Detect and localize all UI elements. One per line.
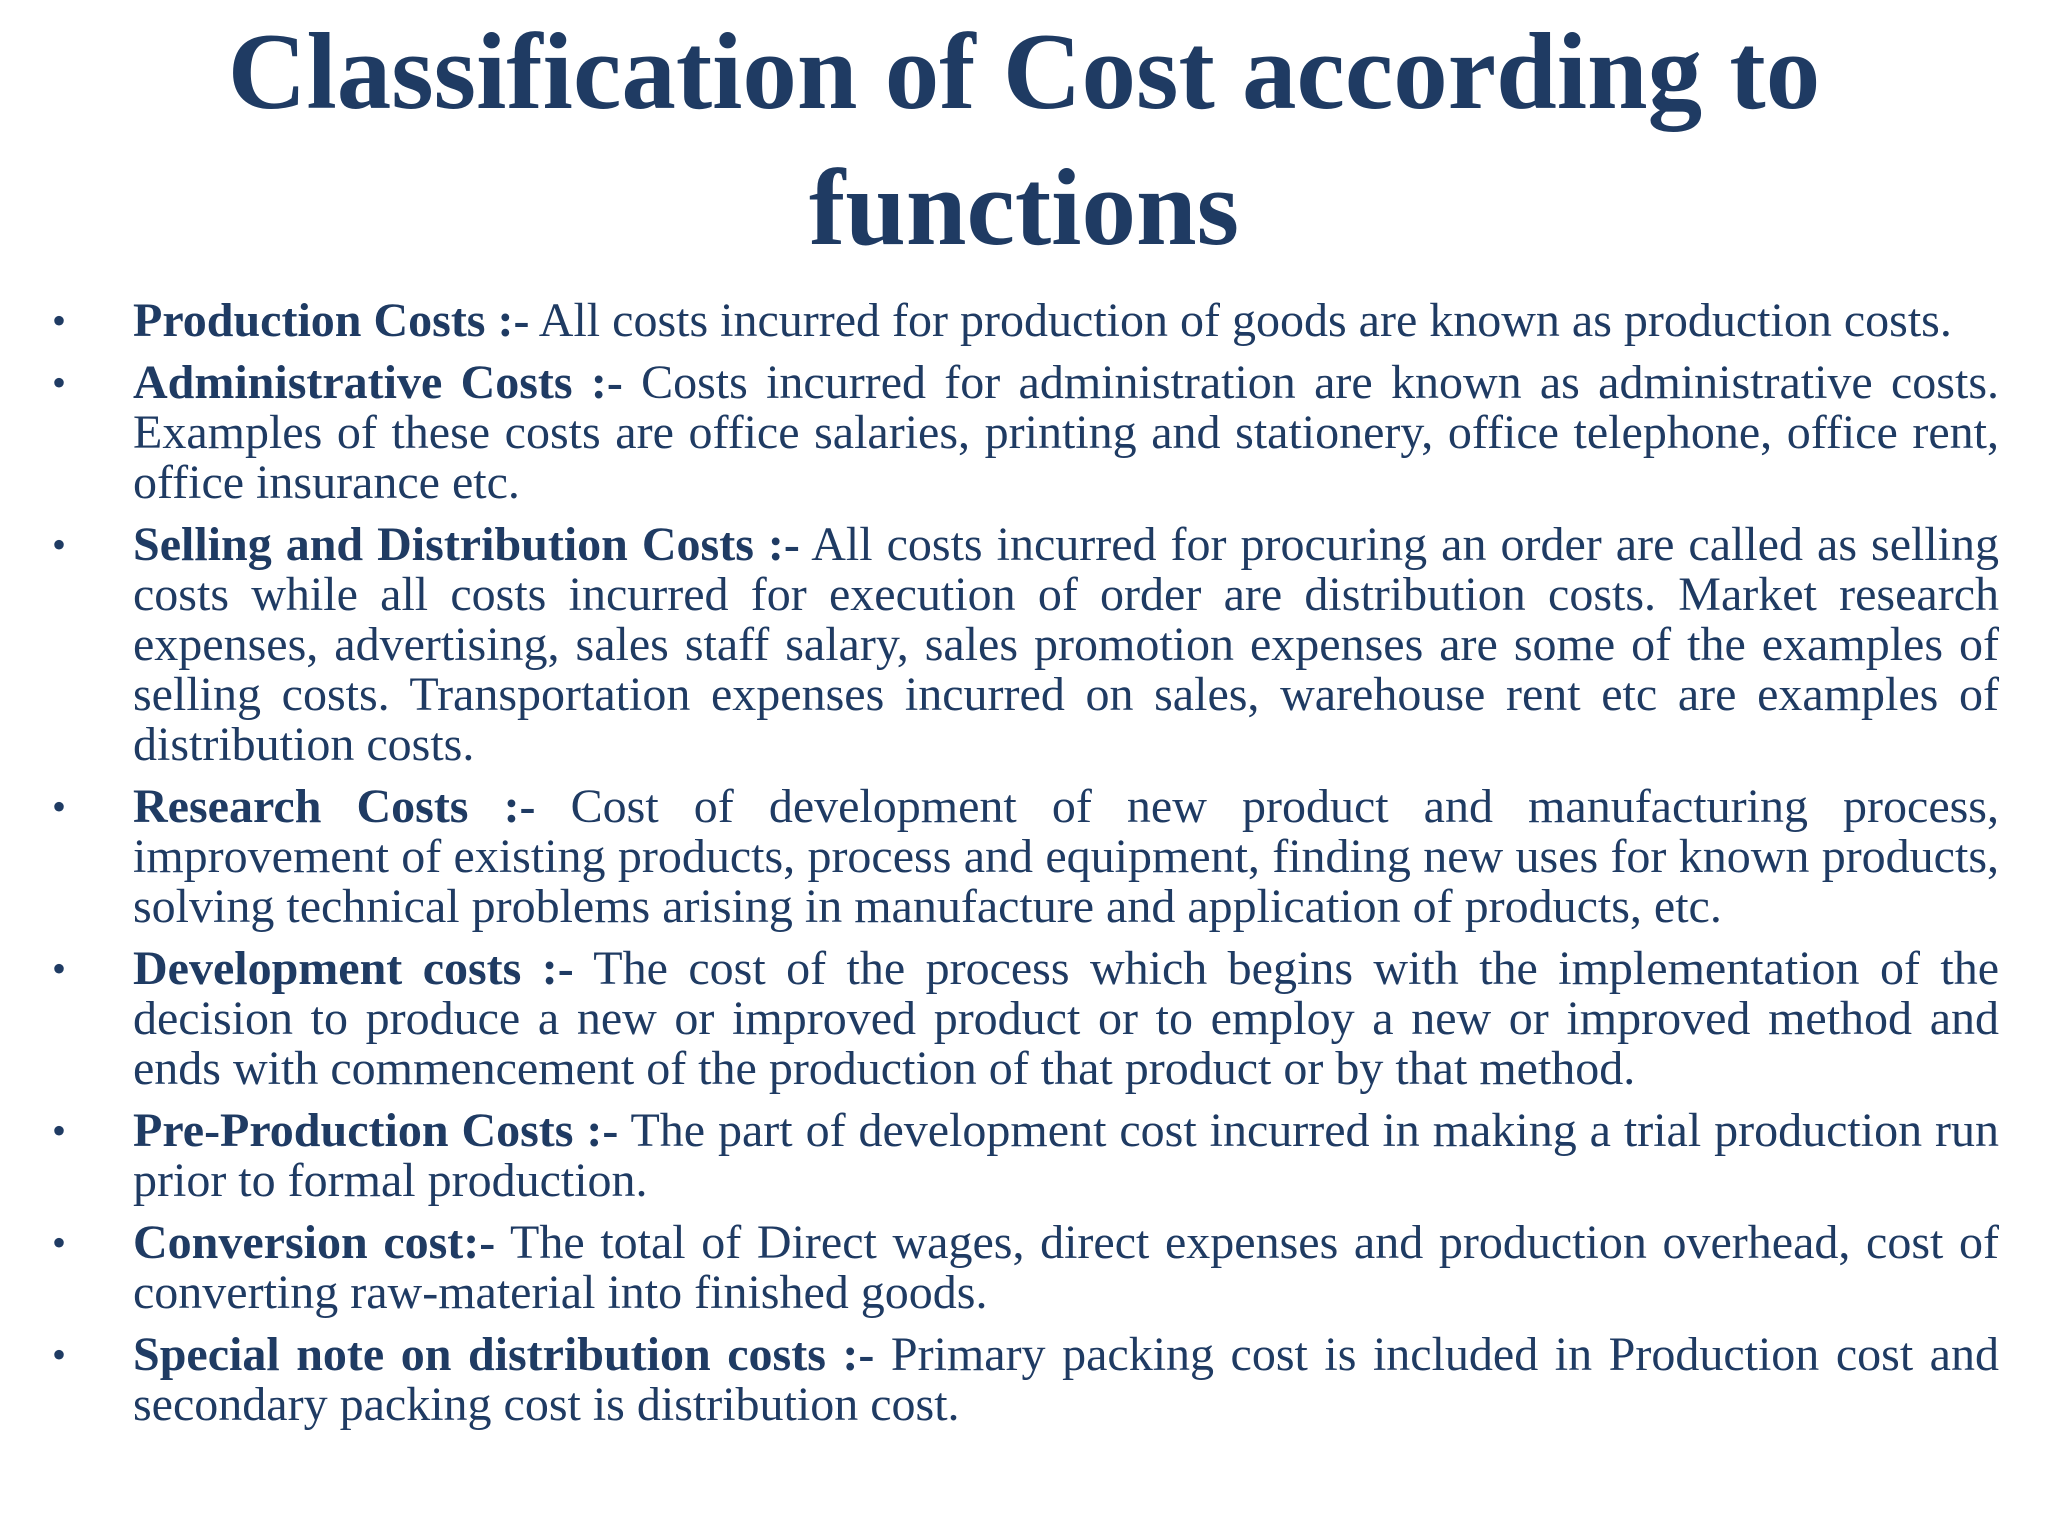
item-term: Pre-Production Costs :- [133,1104,619,1157]
bullet-icon: • [52,522,67,567]
list-item-pre-production-costs [0,1106,2048,1206]
slide-title: Classification of Cost according to functions [227,11,1821,268]
item-text: All costs incurred for procuring an order are called as selling costs while all costs incurred for execution of order are distribution costs. Market research expenses, advertising, sales staff salary, sales promotion expenses are some of the examples of selling costs. Transportation expenses incurred on sales, warehouse rent etc are examples of distribution costs. [133,518,2000,771]
bullet-icon: • [52,1108,67,1153]
item-term: Administrative Costs :- [133,356,623,409]
list-item-special-note [0,1330,2048,1430]
item-term: Development costs :- [133,942,574,995]
item-text: The total of Direct wages, direct expenses and production overhead, cost of converting raw-material into finished goods. [133,1216,1999,1319]
item-term: Selling and Distribution Costs :- [133,518,800,571]
item-text: The part of development cost incurred in making a trial production run prior to formal production. [133,1104,1999,1207]
item-text: Primary packing cost is included in Production cost and secondary packing cost is distribution cost. [133,1328,1999,1431]
list-item-selling-distribution-costs [0,520,2048,770]
bullet-icon: • [52,946,67,991]
cost-classification-list [0,296,2048,1442]
item-term: Special note on distribution costs :- [133,1328,875,1381]
item-text: All costs incurred for production of goods are known as production costs. [529,294,1952,347]
list-item-research-costs [0,782,2048,932]
item-term: Conversion cost:- [133,1216,496,1269]
list-item-administrative-costs [0,358,2048,508]
item-term: Production Costs :- [133,294,530,347]
item-term: Research Costs :- [133,780,536,833]
list-item-development-costs [0,944,2048,1094]
bullet-icon: • [52,1220,67,1265]
bullet-icon: • [52,784,67,829]
item-text: Costs incurred for administration are known as administrative costs. Examples of these costs are office salaries, printing and stationery, office telephone, office rent, office insurance etc. [133,356,2000,509]
list-item-conversion-cost [0,1218,2048,1318]
item-text: The cost of the process which begins with the implementation of the decision to produce a new or improved product or to employ a new or improved method and ends with commencement of the production of that product or by that method. [133,942,2000,1095]
list-item-production-costs [0,296,2048,346]
bullet-icon: • [52,298,67,343]
bullet-icon: • [52,360,67,405]
bullet-icon: • [52,1332,67,1377]
item-text: Cost of development of new product and manufacturing process, improvement of existing products, process and equipment, finding new uses for known products, solving technical problems arising in manufacture and application of products, etc. [133,780,1999,933]
